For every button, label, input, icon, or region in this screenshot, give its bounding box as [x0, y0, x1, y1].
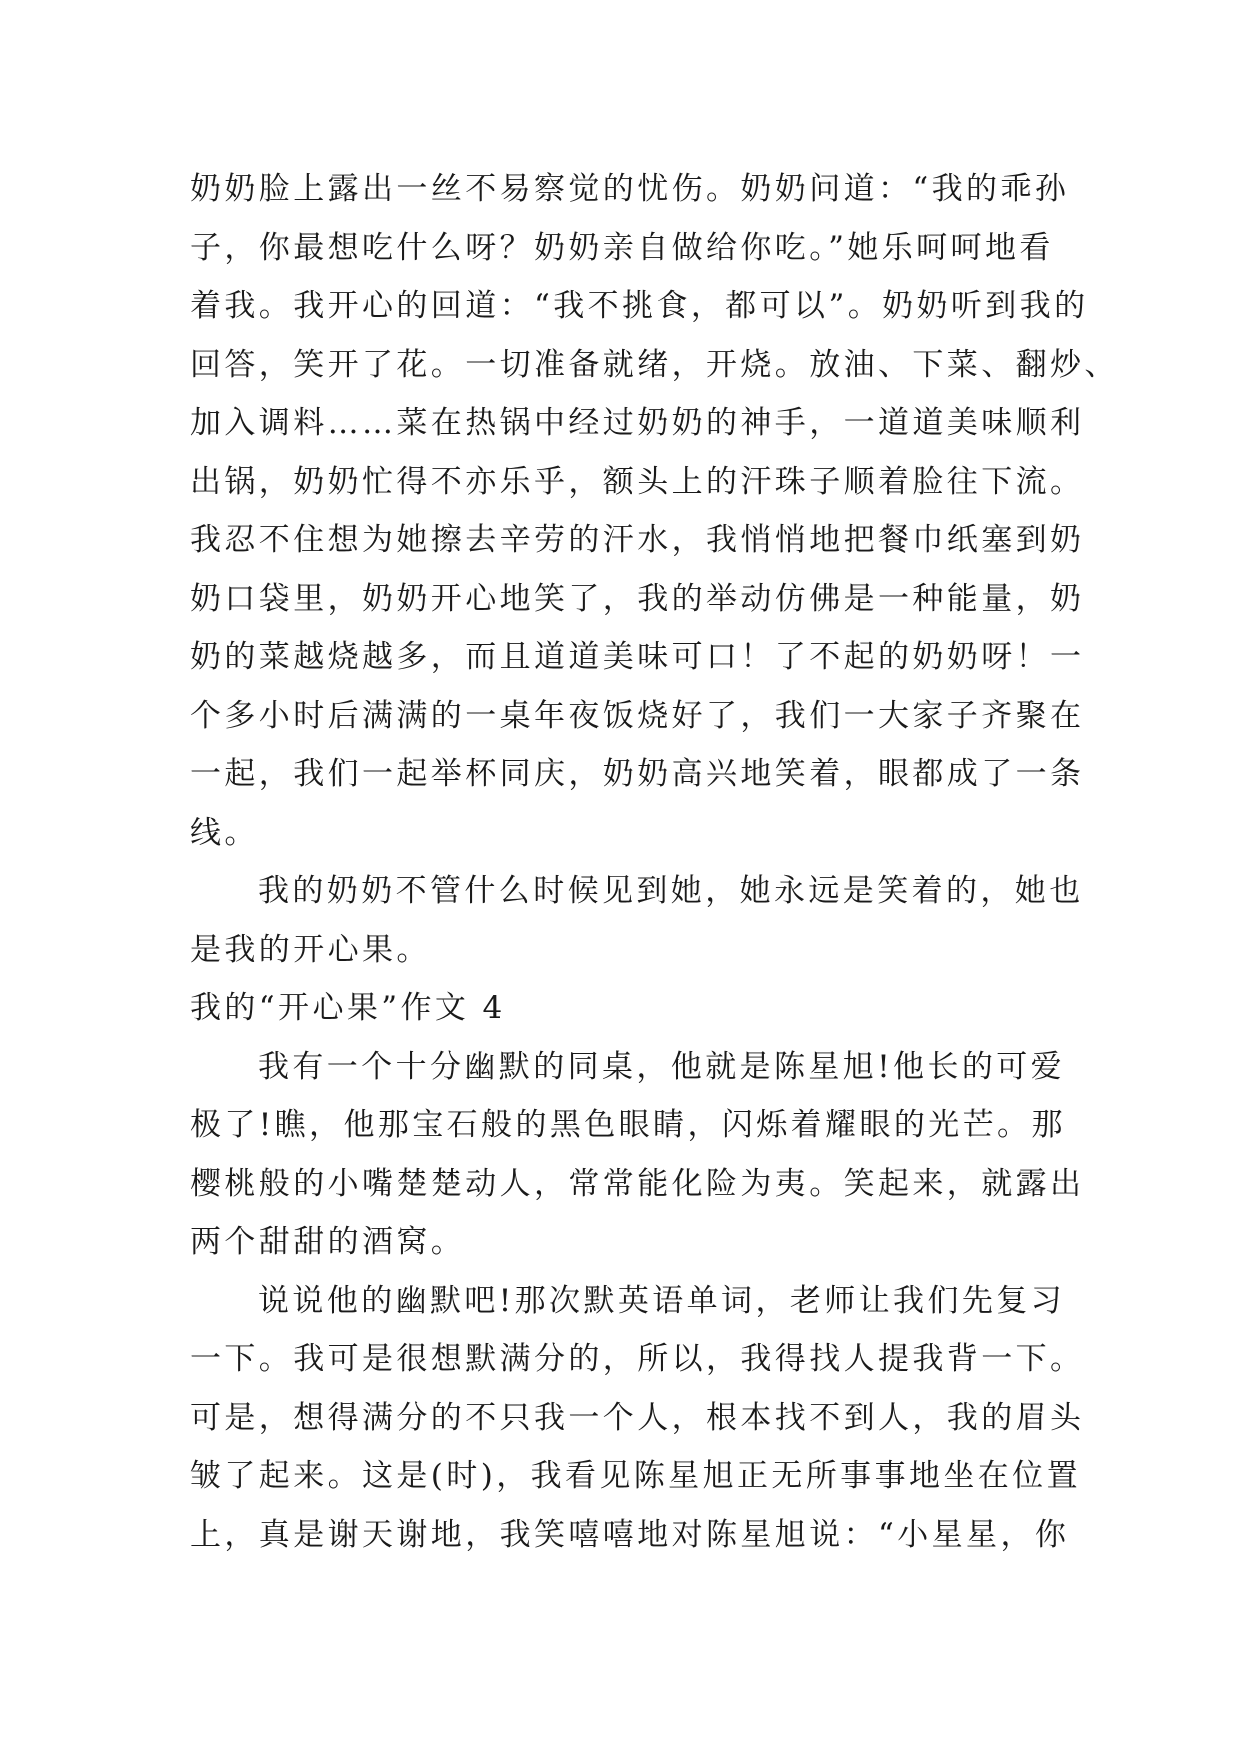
- text-line: 奶口袋里，奶奶开心地笑了，我的举动仿佛是一种能量，奶: [190, 580, 1085, 617]
- text-line: 极了!瞧，他那宝石般的黑色眼睛，闪烁着耀眼的光芒。那: [190, 1107, 1066, 1143]
- text-line: 着我。我开心的回道：“我不挑食，都可以”。奶奶听到我的: [190, 288, 1089, 324]
- text-line: 一下。我可是很想默满分的，所以，我得找人提我背一下。: [190, 1341, 1085, 1377]
- text-line: 皱了起来。这是(时)，我看见陈星旭正无所事事地坐在位置: [190, 1458, 1081, 1494]
- text-line: 我的奶奶不管什么时候见到她，她永远是笑着的，她也: [258, 873, 1084, 909]
- text-line: 个多小时后满满的一桌年夜饭烧好了，我们一大家子齐聚在: [190, 697, 1085, 734]
- essay-heading: [190, 979, 1070, 1038]
- text-line: 说说他的幽默吧!那次默英语单词，老师让我们先复习: [258, 1282, 1066, 1319]
- text-line: 我忍不住想为她擦去辛劳的汗水，我悄悄地把餐巾纸塞到奶: [190, 522, 1085, 558]
- text-line: 一起，我们一起举杯同庆，奶奶高兴地笑着，眼都成了一条: [190, 756, 1085, 792]
- text-line: 线。: [190, 814, 259, 851]
- text-line: 回答，笑开了花。一切准备就绪，开烧。放油、下菜、翻炒、: [190, 346, 1119, 383]
- paragraph-continuation: [190, 160, 1119, 862]
- text-line: 樱桃般的小嘴楚楚动人，常常能化险为夷。笑起来，就露出: [190, 1165, 1085, 1202]
- paragraph-intro: [190, 1038, 1085, 1272]
- paragraph-closing: [190, 862, 1084, 979]
- text-line: 可是，想得满分的不只我一个人，根本找不到人，我的眉头: [190, 1399, 1085, 1436]
- text-line: 上，真是谢天谢地，我笑嘻嘻地对陈星旭说：“小星星，你: [190, 1516, 1070, 1553]
- section-title: 我的“开心果”作文 4: [190, 990, 506, 1026]
- text-line: 子，你最想吃什么呀？奶奶亲自做给你吃。”她乐呵呵地看: [190, 229, 1054, 266]
- document-body: [190, 160, 1119, 1564]
- text-line: 我有一个十分幽默的同桌，他就是陈星旭!他长的可爱: [258, 1048, 1066, 1085]
- text-line: 奶奶脸上露出一丝不易察觉的忧伤。奶奶问道：“我的乖孙: [190, 171, 1070, 207]
- text-line: 加入调料……菜在热锅中经过奶奶的神手，一道道美味顺利: [190, 405, 1085, 441]
- text-line: 两个甜甜的酒窝。: [190, 1224, 466, 1260]
- text-line: 是我的开心果。: [190, 931, 431, 968]
- text-line: 出锅，奶奶忙得不亦乐乎，额头上的汗珠子顺着脸往下流。: [190, 463, 1085, 500]
- paragraph-humor: [190, 1272, 1085, 1565]
- text-line: 奶的菜越烧越多，而且道道美味可口！了不起的奶奶呀！一: [190, 639, 1085, 675]
